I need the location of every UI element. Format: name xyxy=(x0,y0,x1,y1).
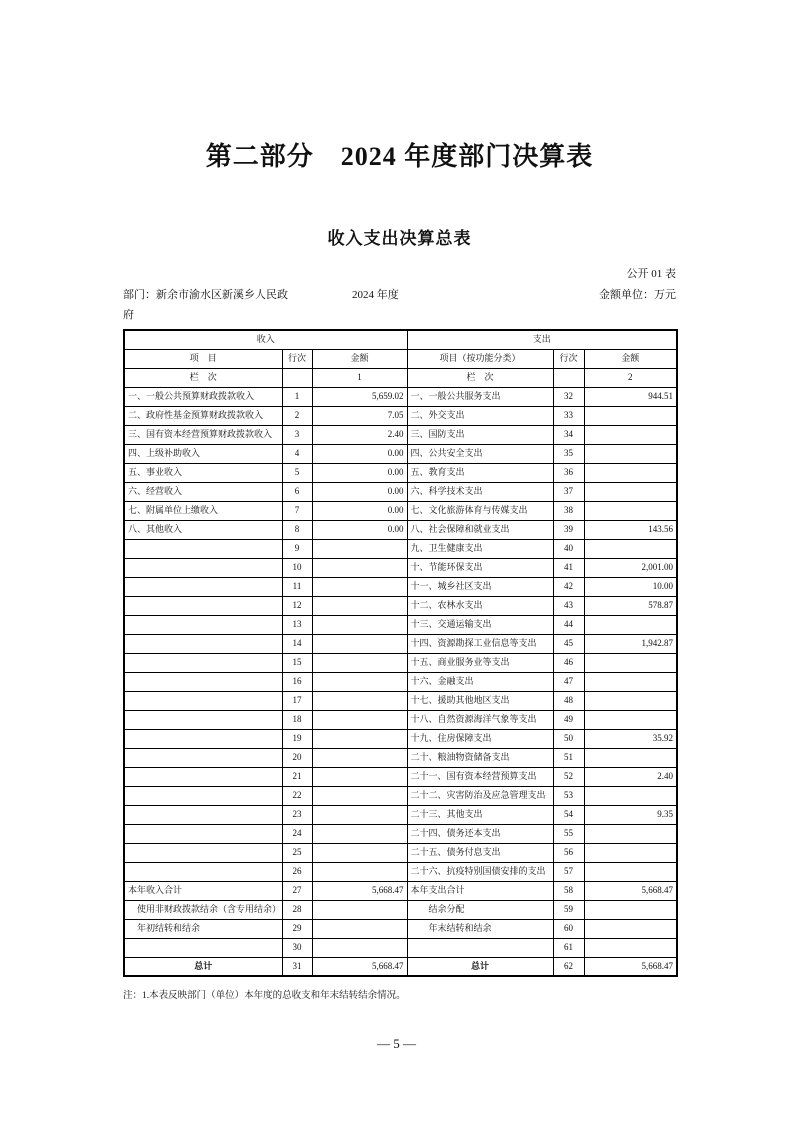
expense-row-number-cell: 41 xyxy=(553,558,584,577)
table-row xyxy=(124,596,677,615)
expense-item-cell: 二十一、国有资本经营预算支出 xyxy=(407,767,553,786)
table-row xyxy=(124,938,677,957)
income-row-number-cell: 4 xyxy=(282,444,312,463)
income-row-number-cell: 11 xyxy=(282,577,312,596)
expense-amount-cell xyxy=(584,710,677,729)
expense-row-number-cell: 44 xyxy=(553,615,584,634)
income-item-cell xyxy=(124,710,282,729)
expense-item-cell xyxy=(407,938,553,957)
table-row xyxy=(124,444,677,463)
expense-row-number-cell: 57 xyxy=(553,862,584,881)
income-lane-number: 1 xyxy=(312,368,407,387)
income-amount-cell: 5,668.47 xyxy=(312,957,407,976)
expense-row-number-cell: 50 xyxy=(553,729,584,748)
income-row-number-cell: 7 xyxy=(282,501,312,520)
income-amount-cell: 5,659.02 xyxy=(312,387,407,406)
table-row xyxy=(124,653,677,672)
income-item-cell: 五、事业收入 xyxy=(124,463,282,482)
income-item-cell xyxy=(124,634,282,653)
table-row xyxy=(124,767,677,786)
income-item-cell xyxy=(124,596,282,615)
expense-item-cell: 四、公共安全支出 xyxy=(407,444,553,463)
income-row-number-cell: 31 xyxy=(282,957,312,976)
expense-row-number-cell: 54 xyxy=(553,805,584,824)
expense-item-cell: 结余分配 xyxy=(407,900,553,919)
expense-amount-cell: 5,668.47 xyxy=(584,957,677,976)
expense-row-number-cell: 52 xyxy=(553,767,584,786)
income-section-header: 收入 xyxy=(124,330,407,349)
income-row-number-cell: 26 xyxy=(282,862,312,881)
expense-row-number-cell: 53 xyxy=(553,786,584,805)
income-row-number-cell: 2 xyxy=(282,406,312,425)
table-row xyxy=(124,463,677,482)
expense-item-cell: 二、外交支出 xyxy=(407,406,553,425)
income-amount-cell xyxy=(312,938,407,957)
income-row-number-cell: 22 xyxy=(282,786,312,805)
table-row xyxy=(124,805,677,824)
income-amount-cell xyxy=(312,539,407,558)
table-row xyxy=(124,786,677,805)
expense-row-number-cell: 51 xyxy=(553,748,584,767)
table-row xyxy=(124,748,677,767)
table-row xyxy=(124,539,677,558)
expense-item-cell: 十、节能环保支出 xyxy=(407,558,553,577)
table-row xyxy=(124,482,677,501)
income-item-cell: 本年收入合计 xyxy=(124,881,282,900)
public-table-label: 公开 01 表 xyxy=(626,268,676,280)
income-amount-cell: 0.00 xyxy=(312,444,407,463)
income-amount-cell xyxy=(312,558,407,577)
income-amount-cell xyxy=(312,900,407,919)
expense-row-number-cell: 35 xyxy=(553,444,584,463)
table-row xyxy=(124,520,677,539)
income-amount-cell xyxy=(312,634,407,653)
expense-amount-cell: 2,001.00 xyxy=(584,558,677,577)
income-item-cell: 四、上级补助收入 xyxy=(124,444,282,463)
income-amount-header: 金额 xyxy=(312,349,407,368)
income-amount-cell xyxy=(312,767,407,786)
income-rowno-header: 行次 xyxy=(282,349,312,368)
income-item-cell: 八、其他收入 xyxy=(124,520,282,539)
table-row xyxy=(124,824,677,843)
expense-row-number-cell: 40 xyxy=(553,539,584,558)
expense-item-cell: 二十四、债务还本支出 xyxy=(407,824,553,843)
table-row xyxy=(124,672,677,691)
income-item-cell xyxy=(124,577,282,596)
income-row-number-cell: 10 xyxy=(282,558,312,577)
table-body xyxy=(124,387,677,976)
expense-rowno-header: 行次 xyxy=(553,349,584,368)
expense-item-cell: 二十五、债务付息支出 xyxy=(407,843,553,862)
meta-line xyxy=(123,285,676,325)
income-item-cell xyxy=(124,938,282,957)
income-item-cell: 年初结转和结余 xyxy=(124,919,282,938)
expense-row-number-cell: 58 xyxy=(553,881,584,900)
income-item-cell xyxy=(124,824,282,843)
income-amount-cell xyxy=(312,862,407,881)
expense-item-cell: 十八、自然资源海洋气象等支出 xyxy=(407,710,553,729)
income-row-number-cell: 8 xyxy=(282,520,312,539)
income-row-number-cell: 29 xyxy=(282,919,312,938)
expense-item-cell: 七、文化旅游体育与传媒支出 xyxy=(407,501,553,520)
expense-item-cell: 年末结转和结余 xyxy=(407,919,553,938)
income-item-cell xyxy=(124,748,282,767)
revenue-expenditure-table xyxy=(123,329,678,977)
income-item-cell: 三、国有资本经营预算财政拨款收入 xyxy=(124,425,282,444)
expense-lane-label: 栏 次 xyxy=(407,368,553,387)
expense-row-number-cell: 59 xyxy=(553,900,584,919)
income-amount-cell: 5,668.47 xyxy=(312,881,407,900)
year-label: 2024 年度 xyxy=(352,289,399,301)
income-item-cell xyxy=(124,805,282,824)
expense-amount-cell xyxy=(584,748,677,767)
expense-item-cell: 十一、城乡社区支出 xyxy=(407,577,553,596)
income-item-cell xyxy=(124,539,282,558)
income-item-cell xyxy=(124,786,282,805)
income-amount-cell: 0.00 xyxy=(312,501,407,520)
expense-row-number-cell: 56 xyxy=(553,843,584,862)
expense-amount-cell: 944.51 xyxy=(584,387,677,406)
income-amount-cell xyxy=(312,786,407,805)
table-row xyxy=(124,862,677,881)
expense-item-cell: 十二、农林水支出 xyxy=(407,596,553,615)
table-row xyxy=(124,615,677,634)
table-row xyxy=(124,634,677,653)
income-lane-blank xyxy=(282,368,312,387)
table-row xyxy=(124,558,677,577)
expense-item-cell: 五、教育支出 xyxy=(407,463,553,482)
expense-item-cell: 十五、商业服务业等支出 xyxy=(407,653,553,672)
expense-lane-blank xyxy=(553,368,584,387)
expense-row-number-cell: 34 xyxy=(553,425,584,444)
income-item-cell: 二、政府性基金预算财政拨款收入 xyxy=(124,406,282,425)
expense-item-cell: 本年支出合计 xyxy=(407,881,553,900)
expense-amount-cell xyxy=(584,425,677,444)
expense-row-number-cell: 60 xyxy=(553,919,584,938)
table-row xyxy=(124,843,677,862)
expense-item-cell: 十四、资源勘探工业信息等支出 xyxy=(407,634,553,653)
expense-amount-cell xyxy=(584,463,677,482)
expense-row-number-cell: 38 xyxy=(553,501,584,520)
income-item-cell xyxy=(124,691,282,710)
income-amount-cell xyxy=(312,596,407,615)
income-item-cell xyxy=(124,558,282,577)
expense-item-cell: 八、社会保障和就业支出 xyxy=(407,520,553,539)
expense-item-cell: 十九、住房保障支出 xyxy=(407,729,553,748)
income-amount-cell xyxy=(312,729,407,748)
expense-row-number-cell: 39 xyxy=(553,520,584,539)
expense-row-number-cell: 48 xyxy=(553,691,584,710)
expense-item-cell: 二十二、灾害防治及应急管理支出 xyxy=(407,786,553,805)
income-row-number-cell: 16 xyxy=(282,672,312,691)
income-amount-cell xyxy=(312,824,407,843)
income-lane-label: 栏 次 xyxy=(124,368,282,387)
expense-amount-cell xyxy=(584,539,677,558)
income-amount-cell: 0.00 xyxy=(312,463,407,482)
expense-amount-cell: 1,942.87 xyxy=(584,634,677,653)
income-amount-cell: 0.00 xyxy=(312,482,407,501)
table-row xyxy=(124,691,677,710)
income-row-number-cell: 23 xyxy=(282,805,312,824)
expense-item-cell: 三、国防支出 xyxy=(407,425,553,444)
expense-amount-cell: 35.92 xyxy=(584,729,677,748)
expense-amount-cell xyxy=(584,482,677,501)
department-label: 部门：新余市渝水区新溪乡人民政府 xyxy=(123,289,288,321)
income-amount-cell xyxy=(312,919,407,938)
expense-row-number-cell: 43 xyxy=(553,596,584,615)
expense-amount-cell xyxy=(584,786,677,805)
expense-item-cell: 二十六、抗疫特别国债安排的支出 xyxy=(407,862,553,881)
expense-item-cell: 十七、援助其他地区支出 xyxy=(407,691,553,710)
income-amount-cell xyxy=(312,691,407,710)
page-title: 第二部分 2024 年度部门决算表 xyxy=(205,142,594,171)
table-row xyxy=(124,900,677,919)
unit-label: 金额单位：万元 xyxy=(599,289,676,301)
table-row xyxy=(124,919,677,938)
expense-item-cell: 总计 xyxy=(407,957,553,976)
expense-amount-cell xyxy=(584,406,677,425)
expense-amount-cell xyxy=(584,919,677,938)
income-amount-cell: 0.00 xyxy=(312,520,407,539)
expense-amount-cell xyxy=(584,615,677,634)
page-number: — 5 — xyxy=(377,1036,416,1051)
table-row xyxy=(124,387,677,406)
income-amount-cell xyxy=(312,843,407,862)
income-row-number-cell: 1 xyxy=(282,387,312,406)
expense-item-cell: 十六、金融支出 xyxy=(407,672,553,691)
income-row-number-cell: 14 xyxy=(282,634,312,653)
section-header-row xyxy=(124,330,677,349)
expense-amount-cell xyxy=(584,653,677,672)
expense-row-number-cell: 61 xyxy=(553,938,584,957)
income-amount-cell: 7.05 xyxy=(312,406,407,425)
document-content xyxy=(123,0,676,1002)
expense-row-number-cell: 32 xyxy=(553,387,584,406)
income-item-cell: 总计 xyxy=(124,957,282,976)
expense-item-cell: 二十、粮油物资储备支出 xyxy=(407,748,553,767)
table-row xyxy=(124,957,677,976)
income-row-number-cell: 21 xyxy=(282,767,312,786)
expense-row-number-cell: 55 xyxy=(553,824,584,843)
expense-amount-cell: 10.00 xyxy=(584,577,677,596)
income-item-cell xyxy=(124,615,282,634)
expense-amount-cell xyxy=(584,501,677,520)
expense-row-number-cell: 42 xyxy=(553,577,584,596)
income-amount-cell xyxy=(312,805,407,824)
income-amount-cell xyxy=(312,672,407,691)
table-row xyxy=(124,406,677,425)
income-amount-cell xyxy=(312,615,407,634)
income-amount-cell xyxy=(312,710,407,729)
expense-item-cell: 十三、交通运输支出 xyxy=(407,615,553,634)
table-row xyxy=(124,881,677,900)
income-row-number-cell: 24 xyxy=(282,824,312,843)
table-row xyxy=(124,710,677,729)
expense-amount-cell: 2.40 xyxy=(584,767,677,786)
income-item-cell: 六、经营收入 xyxy=(124,482,282,501)
income-amount-cell xyxy=(312,748,407,767)
income-row-number-cell: 3 xyxy=(282,425,312,444)
footnote: 注：1.本表反映部门（单位）本年度的总收支和年末结转结余情况。 xyxy=(123,991,406,1001)
expense-row-number-cell: 33 xyxy=(553,406,584,425)
income-row-number-cell: 5 xyxy=(282,463,312,482)
expense-amount-cell: 5,668.47 xyxy=(584,881,677,900)
expense-amount-cell xyxy=(584,444,677,463)
expense-row-number-cell: 37 xyxy=(553,482,584,501)
income-item-cell xyxy=(124,653,282,672)
income-item-cell: 使用非财政拨款结余（含专用结余） xyxy=(124,900,282,919)
table-row xyxy=(124,501,677,520)
table-row xyxy=(124,577,677,596)
income-amount-cell: 2.40 xyxy=(312,425,407,444)
expense-lane-number: 2 xyxy=(584,368,677,387)
income-item-header: 项 目 xyxy=(124,349,282,368)
expense-item-cell: 二十三、其他支出 xyxy=(407,805,553,824)
income-row-number-cell: 27 xyxy=(282,881,312,900)
expense-amount-cell xyxy=(584,843,677,862)
expense-amount-header: 金额 xyxy=(584,349,677,368)
income-item-cell xyxy=(124,672,282,691)
income-row-number-cell: 13 xyxy=(282,615,312,634)
income-item-cell: 七、附属单位上缴收入 xyxy=(124,501,282,520)
expense-amount-cell xyxy=(584,824,677,843)
income-row-number-cell: 17 xyxy=(282,691,312,710)
income-row-number-cell: 30 xyxy=(282,938,312,957)
income-item-cell xyxy=(124,729,282,748)
expense-row-number-cell: 46 xyxy=(553,653,584,672)
income-row-number-cell: 15 xyxy=(282,653,312,672)
table-row xyxy=(124,425,677,444)
expense-amount-cell: 578.87 xyxy=(584,596,677,615)
income-row-number-cell: 18 xyxy=(282,710,312,729)
expense-amount-cell xyxy=(584,672,677,691)
income-row-number-cell: 28 xyxy=(282,900,312,919)
expense-row-number-cell: 62 xyxy=(553,957,584,976)
expense-item-cell: 六、科学技术支出 xyxy=(407,482,553,501)
income-item-cell xyxy=(124,862,282,881)
table-row xyxy=(124,729,677,748)
income-row-number-cell: 6 xyxy=(282,482,312,501)
expense-amount-cell: 9.35 xyxy=(584,805,677,824)
income-row-number-cell: 9 xyxy=(282,539,312,558)
expense-amount-cell xyxy=(584,862,677,881)
expense-section-header: 支出 xyxy=(407,330,677,349)
income-item-cell xyxy=(124,843,282,862)
table-title: 收入支出决算总表 xyxy=(327,229,472,248)
expense-item-header: 项目（按功能分类） xyxy=(407,349,553,368)
expense-amount-cell: 143.56 xyxy=(584,520,677,539)
income-row-number-cell: 20 xyxy=(282,748,312,767)
expense-row-number-cell: 45 xyxy=(553,634,584,653)
expense-row-number-cell: 36 xyxy=(553,463,584,482)
expense-item-cell: 一、一般公共服务支出 xyxy=(407,387,553,406)
income-row-number-cell: 19 xyxy=(282,729,312,748)
income-amount-cell xyxy=(312,577,407,596)
expense-amount-cell xyxy=(584,900,677,919)
income-item-cell: 一、一般公共预算财政拨款收入 xyxy=(124,387,282,406)
expense-amount-cell xyxy=(584,691,677,710)
expense-amount-cell xyxy=(584,938,677,957)
column-header-row xyxy=(124,349,677,368)
income-item-cell xyxy=(124,767,282,786)
lane-number-row xyxy=(124,368,677,387)
income-row-number-cell: 12 xyxy=(282,596,312,615)
expense-row-number-cell: 49 xyxy=(553,710,584,729)
income-row-number-cell: 25 xyxy=(282,843,312,862)
expense-row-number-cell: 47 xyxy=(553,672,584,691)
expense-item-cell: 九、卫生健康支出 xyxy=(407,539,553,558)
income-amount-cell xyxy=(312,653,407,672)
